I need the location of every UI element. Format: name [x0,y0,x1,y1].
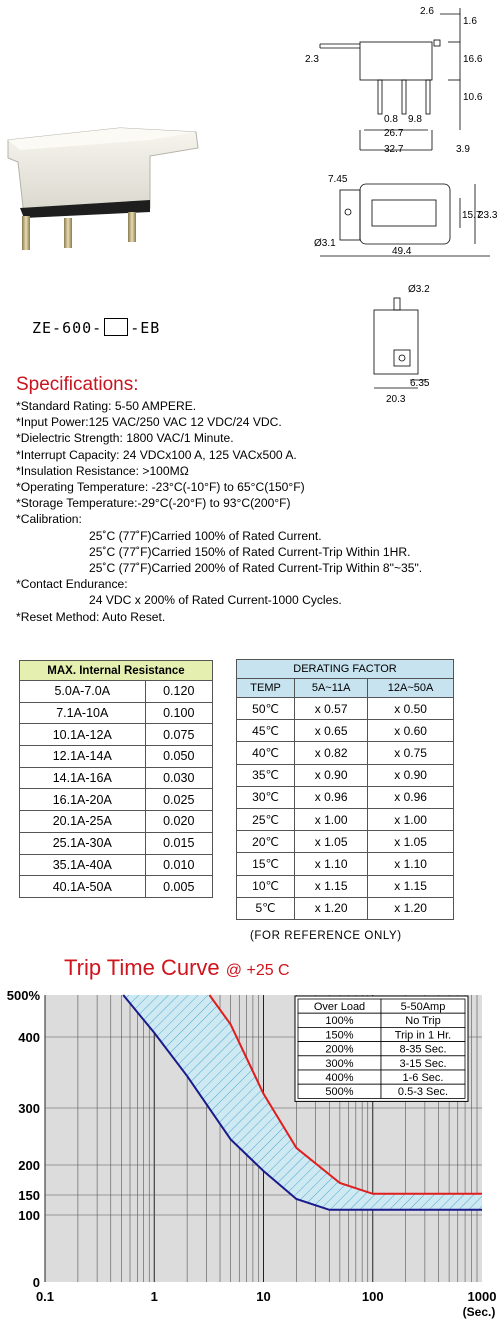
derating-col-temp: TEMP [237,679,295,698]
range-cell: 35.1A-40A [20,854,146,876]
range-cell: 25.1A-30A [20,832,146,854]
derating-table-header: DERATING FACTOR [237,660,454,679]
factor-low-cell: x 1.15 [295,875,368,897]
table-row [20,681,213,703]
resistance-cell: 0.050 [145,746,212,768]
dim-label: 9.8 [408,114,422,125]
specifications-title: Specifications: [16,374,139,395]
factor-high-cell: x 0.50 [368,698,454,720]
trip-time-value: 0.5-3 Sec. [397,1086,449,1099]
table-row [20,767,213,789]
temp-cell: 30℃ [237,786,295,808]
dim-label: 1.6 [463,16,477,27]
spec-line: 25˚C (77˚F)Carried 100% of Rated Current. [89,528,322,543]
factor-high-cell: x 1.05 [368,831,454,853]
overload-percent: 200% [325,1043,354,1056]
dim-label: 0.8 [384,114,398,125]
reference-note: (FOR REFERENCE ONLY) [250,930,402,942]
range-cell: 20.1A-25A [20,811,146,833]
resistance-cell: 0.075 [145,724,212,746]
trip-time-value: No Trip [405,1015,441,1028]
temp-cell: 25℃ [237,808,295,830]
model-code-box [104,318,128,336]
overload-percent: 150% [325,1029,354,1042]
chart-title-text: Trip Time Curve [64,955,220,980]
factor-high-cell: x 1.00 [368,808,454,830]
overload-percent: 500% [325,1086,354,1099]
table-row [237,742,454,764]
resistance-cell: 0.005 [145,876,212,898]
factor-low-cell: x 0.57 [295,698,368,720]
x-tick-label: 10 [256,1289,271,1304]
table-row [237,808,454,830]
factor-low-cell: x 1.10 [295,853,368,875]
spec-line: *Insulation Resistance: >100MΩ [16,463,189,478]
table-row [20,789,213,811]
factor-high-cell: x 0.60 [368,720,454,742]
table-row [20,854,213,876]
factor-high-cell: x 0.75 [368,742,454,764]
chart-title [64,955,290,981]
resistance-cell: 0.100 [145,702,212,724]
dim-label: 15.7 [462,210,482,221]
derating-col-high: 12A~50A [368,679,454,698]
trip-time-chart [0,985,500,1320]
dim-label: 2.3 [305,54,319,65]
y-tick-label: 500% [6,988,40,1003]
spec-line: *Calibration: [16,512,82,527]
dim-label: 3.9 [456,144,470,155]
table-row [237,831,454,853]
factor-low-cell: x 0.65 [295,720,368,742]
x-axis-label: (Sec.) [462,1305,496,1319]
x-tick-label: 0.1 [35,1289,55,1304]
table-row [237,698,454,720]
range-cell: 40.1A-50A [20,876,146,898]
temp-cell: 45℃ [237,720,295,742]
spec-line: *Standard Rating: 5-50 AMPERE. [16,399,197,413]
y-tick-label: 0 [32,1275,40,1290]
table-row [237,853,454,875]
derating-col-low: 5A~11A [295,679,368,698]
trip-time-value: 1-6 Sec. [402,1072,444,1084]
y-tick-label: 100 [18,1208,40,1223]
range-cell: 10.1A-12A [20,724,146,746]
factor-high-cell: x 1.20 [368,897,454,919]
temp-cell: 10℃ [237,875,295,897]
spec-line: *Operating Temperature: -23°C(-10°F) to 65°C(150°F) [16,480,305,495]
overload-percent: 300% [325,1057,354,1070]
chart-subtitle: @ +25 C [225,962,290,979]
trip-time-value: 8-35 Sec. [399,1043,447,1056]
resistance-cell: 0.015 [145,832,212,854]
spec-line: 25˚C (77˚F)Carried 150% of Rated Current-Trip Within 1HR. [89,544,411,559]
table-row [20,876,213,898]
spec-line: *Interrupt Capacity: 24 VDCx100 A, 125 VACx500 A. [16,447,297,462]
x-tick-label: 1 [150,1289,158,1304]
resistance-cell: 0.025 [145,789,212,811]
resistance-table [19,660,213,898]
overload-percent: Over Load [313,1001,366,1013]
dim-label: Ø3.2 [408,284,430,295]
dim-label: Ø3.1 [314,238,336,249]
overload-percent: 400% [325,1072,354,1084]
dim-label: 32.7 [384,144,404,155]
factor-low-cell: x 1.00 [295,808,368,830]
temp-cell: 5℃ [237,897,295,919]
trip-time-value: 5-50Amp [400,1001,446,1013]
x-tick-label: 100 [361,1289,384,1304]
resistance-cell: 0.120 [145,681,212,703]
side-view-drawing [300,170,500,270]
dim-label: 16.6 [463,54,483,65]
model-prefix: ZE-600- [32,319,103,337]
dim-label: 20.3 [386,394,406,405]
spec-line: *Contact Endurance: [16,577,128,592]
table-row [20,746,213,768]
factor-low-cell: x 0.96 [295,786,368,808]
resistance-cell: 0.020 [145,811,212,833]
factor-high-cell: x 1.15 [368,875,454,897]
resistance-cell: 0.010 [145,854,212,876]
table-row [237,897,454,919]
spec-line: 25˚C (77˚F)Carried 200% of Rated Current-Trip Within 8"~35". [89,561,423,576]
y-tick-label: 200 [18,1158,40,1173]
dim-label: 26.7 [384,128,404,139]
dim-label: 6.35 [410,378,430,389]
y-tick-label: 300 [18,1101,40,1116]
factor-high-cell: x 1.10 [368,853,454,875]
spec-line: *Storage Temperature:-29°C(-20°F) to 93°C(200°F) [16,496,291,511]
trip-time-value: Trip in 1 Hr. [394,1029,452,1042]
spec-line: 24 VDC x 200% of Rated Current-1000 Cycles. [89,593,342,608]
temp-cell: 35℃ [237,764,295,786]
temp-cell: 20℃ [237,831,295,853]
factor-high-cell: x 0.90 [368,764,454,786]
factor-low-cell: x 1.20 [295,897,368,919]
table-row [20,811,213,833]
dim-label: 23.3 [478,210,498,221]
specifications-list [16,398,496,625]
spec-line: *Input Power:125 VAC/250 VAC 12 VDC/24 VDC. [16,415,282,430]
x-tick-label: 1000 [467,1289,497,1304]
factor-low-cell: x 1.05 [295,831,368,853]
product-photo [0,100,210,260]
y-tick-label: 150 [18,1188,40,1203]
dim-label: 10.6 [463,92,483,103]
range-cell: 14.1A-16A [20,767,146,789]
factor-low-cell: x 0.90 [295,764,368,786]
resistance-cell: 0.030 [145,767,212,789]
range-cell: 12.1A-14A [20,746,146,768]
table-row [237,764,454,786]
factor-high-cell: x 0.96 [368,786,454,808]
table-row [237,875,454,897]
table-row [20,832,213,854]
table-row [237,720,454,742]
dim-label: 49.4 [392,246,412,257]
overload-percent: 100% [325,1015,354,1028]
temp-cell: 50℃ [237,698,295,720]
model-suffix: -EB [130,319,161,337]
range-cell: 7.1A-10A [20,702,146,724]
table-row [20,702,213,724]
range-cell: 16.1A-20A [20,789,146,811]
factor-low-cell: x 0.82 [295,742,368,764]
y-tick-label: 400 [18,1030,40,1045]
model-number [32,318,160,337]
derating-table [236,659,454,920]
end-view-drawing [360,280,500,410]
trip-time-value: 3-15 Sec. [399,1057,447,1070]
top-view-drawing [300,0,500,160]
spec-line: *Reset Method: Auto Reset. [16,609,166,624]
dim-label: 7.45 [328,174,348,185]
table-row [20,724,213,746]
temp-cell: 40℃ [237,742,295,764]
resistance-table-header: MAX. Internal Resistance [20,661,213,681]
dim-label: 2.6 [420,6,434,17]
temp-cell: 15℃ [237,853,295,875]
table-row [237,786,454,808]
spec-line: *Dielectric Strength: 1800 VAC/1 Minute. [16,431,234,446]
range-cell: 5.0A-7.0A [20,681,146,703]
